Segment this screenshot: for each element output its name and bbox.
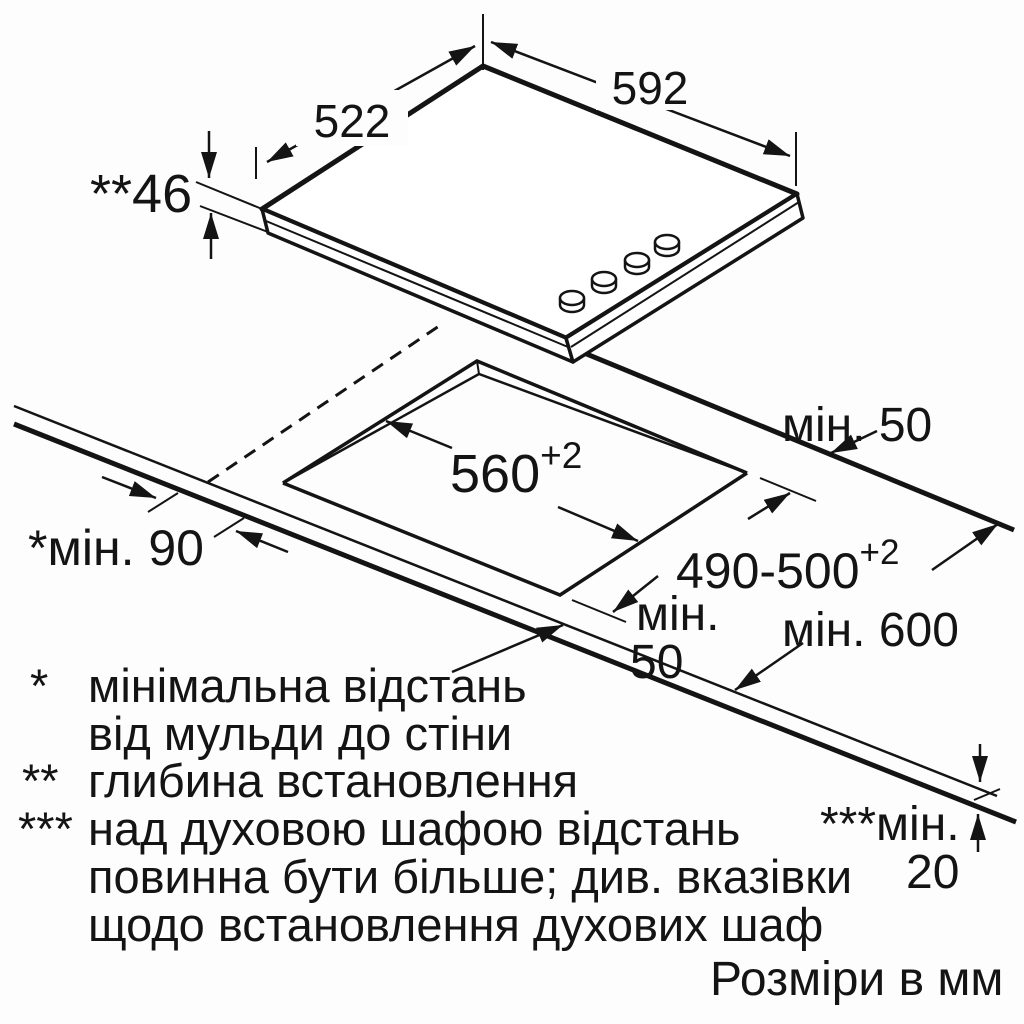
dim-46-stars: ** xyxy=(90,164,133,224)
dim-522-label: 522 xyxy=(313,95,391,147)
dimension-wall-clearance xyxy=(28,477,288,576)
dim-560-arrow-downright xyxy=(558,507,638,541)
dim-90-arrow-right xyxy=(102,477,156,498)
dim-560-arrow-upleft xyxy=(386,421,452,448)
dim-20-label: ***мін. xyxy=(820,798,960,851)
dim-600-arrow-up xyxy=(932,524,998,570)
dimension-rear-clearance xyxy=(782,399,932,453)
dim-90-tick-2 xyxy=(214,518,244,537)
footnote-2-marker: ** xyxy=(22,754,59,807)
units-note: Розміри в мм xyxy=(710,953,1004,1006)
dim-46-label: **46 xyxy=(90,164,193,224)
footnote-3-line2: повинна бути більше; див. вказівки xyxy=(88,850,853,903)
dim-490-ext-bottom xyxy=(572,600,626,622)
dim-600-label: мін. 600 xyxy=(782,604,959,657)
dimension-hob-height xyxy=(90,131,268,259)
footnote-3-line1: над духовою шафою відстань xyxy=(88,802,741,855)
dimension-cutout-width xyxy=(386,421,638,541)
dim-490-label: $490-500^{+2}$ xyxy=(676,533,900,599)
footnote-1-marker: * xyxy=(30,659,49,712)
dim-50-rear-label: мін. 50 xyxy=(782,399,933,452)
knob-1 xyxy=(560,291,584,312)
dim-490-arrow-upright xyxy=(748,493,790,519)
dim-90-arrow-left xyxy=(236,531,288,552)
dim-592-label: 592 xyxy=(611,62,689,114)
dim-90-label: *мін. 90 xyxy=(28,520,204,576)
footnote-1-line2: від мульди до стіни xyxy=(88,707,513,760)
dim-20-value: 20 xyxy=(906,846,960,899)
footnote-2-line1: глибина встановлення xyxy=(88,754,579,807)
knob-2 xyxy=(592,272,616,293)
dim-20-stars: *** xyxy=(820,798,877,851)
knob-4 xyxy=(655,235,679,256)
dim-50-front-label-line1: мін. xyxy=(636,588,720,641)
dim-46-ext-top xyxy=(196,182,262,209)
dim-560-tolerance: +2 xyxy=(540,435,583,476)
footnotes xyxy=(18,659,852,951)
dim-90-star: * xyxy=(28,520,48,576)
dim-50-front-label-line2: 50 xyxy=(630,636,684,689)
footnote-3-marker: *** xyxy=(18,802,73,855)
knob-3 xyxy=(625,253,649,274)
footnote-3-line3: щодо встановлення духових шаф xyxy=(88,898,824,951)
dim-490-tolerance: +2 xyxy=(859,533,900,572)
dimension-cutout-depth xyxy=(572,478,899,622)
dim-490-ext-top xyxy=(760,478,816,501)
footnote-1-line1: мінімальна відстань xyxy=(88,659,527,712)
dim-560-label: $560^{+2}$ xyxy=(450,435,583,504)
